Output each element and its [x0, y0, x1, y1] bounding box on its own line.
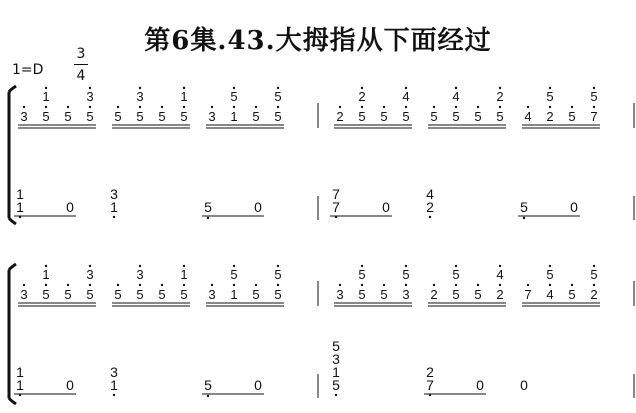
key-signature: 1=D: [12, 62, 44, 78]
bass-note: 5: [204, 199, 212, 215]
octave-dot: [499, 265, 501, 267]
bass-note: 5: [332, 338, 340, 354]
chord-note: 5: [230, 89, 238, 104]
note: 5: [42, 109, 50, 124]
note: 5: [474, 287, 482, 302]
chord-note: 5: [274, 267, 282, 282]
chord-note: 4: [402, 89, 410, 104]
octave-dot: [117, 106, 119, 108]
note: 3: [20, 109, 28, 124]
octave-dot: [549, 106, 551, 108]
note: 5: [136, 287, 144, 302]
octave-dot: [139, 106, 141, 108]
note: 5: [568, 109, 576, 124]
rest: 0: [476, 377, 484, 393]
octave-dot: [455, 87, 457, 89]
bass-note: 0: [520, 377, 528, 393]
note: 5: [380, 109, 388, 124]
octave-dot: [23, 284, 25, 286]
octave-dot: [233, 87, 235, 89]
bass-note: 4: [426, 186, 434, 202]
rest: 0: [570, 199, 578, 215]
chord-note: 1: [180, 267, 188, 282]
octave-dot: [593, 284, 595, 286]
octave-dot: [277, 106, 279, 108]
chord-note: 5: [274, 89, 282, 104]
octave-dot: [383, 284, 385, 286]
note: 5: [252, 109, 260, 124]
note: 1: [230, 109, 238, 124]
note: 5: [136, 109, 144, 124]
octave-dot: [207, 217, 209, 219]
bass-note: 1: [16, 186, 24, 202]
chord-note: 4: [452, 89, 460, 104]
chord-note: 1: [180, 89, 188, 104]
octave-dot: [339, 284, 341, 286]
note: 2: [430, 287, 438, 302]
chord-note: 5: [590, 89, 598, 104]
octave-dot: [571, 284, 573, 286]
octave-dot: [161, 284, 163, 286]
note: 5: [158, 109, 166, 124]
note: 2: [336, 109, 344, 124]
octave-dot: [23, 106, 25, 108]
octave-dot: [207, 395, 209, 397]
octave-dot: [405, 284, 407, 286]
note: 5: [64, 109, 72, 124]
note: 5: [274, 109, 282, 124]
bass-note: 1: [110, 377, 118, 393]
octave-dot: [277, 87, 279, 89]
octave-dot: [549, 87, 551, 89]
bass-note: 2: [426, 199, 434, 215]
octave-dot: [527, 106, 529, 108]
note: 4: [524, 109, 532, 124]
octave-dot: [183, 87, 185, 89]
note: 4: [546, 287, 554, 302]
note: 3: [208, 109, 216, 124]
note: 2: [590, 287, 598, 302]
note: 5: [474, 109, 482, 124]
bass-note: 3: [110, 186, 118, 202]
octave-dot: [361, 106, 363, 108]
note: 5: [86, 287, 94, 302]
time-signature-top: 3: [76, 46, 86, 62]
octave-dot: [45, 87, 47, 89]
octave-dot: [277, 265, 279, 267]
note: 2: [546, 109, 554, 124]
octave-dot: [277, 284, 279, 286]
note: 5: [180, 109, 188, 124]
chord-note: 5: [546, 267, 554, 282]
chord-note: 2: [358, 89, 366, 104]
bass-note: 2: [426, 364, 434, 380]
bass-note: 1: [332, 364, 340, 380]
octave-dot: [183, 284, 185, 286]
octave-dot: [499, 284, 501, 286]
bass-note: 7: [332, 199, 340, 215]
octave-dot: [593, 265, 595, 267]
note: 5: [180, 287, 188, 302]
note: 5: [452, 109, 460, 124]
note: 3: [20, 287, 28, 302]
bass-note: 5: [204, 377, 212, 393]
chord-note: 2: [496, 89, 504, 104]
note: 5: [114, 287, 122, 302]
octave-dot: [89, 87, 91, 89]
note: 5: [568, 287, 576, 302]
octave-dot: [113, 394, 115, 396]
system-bracket: [9, 264, 16, 404]
chord-note: 3: [136, 267, 144, 282]
rest: 0: [66, 199, 74, 215]
octave-dot: [405, 87, 407, 89]
rest: 0: [382, 199, 390, 215]
note: 5: [452, 287, 460, 302]
chord-note: 5: [546, 89, 554, 104]
note: 5: [358, 109, 366, 124]
bass-note: 7: [332, 186, 340, 202]
octave-dot: [455, 106, 457, 108]
chord-note: 3: [86, 89, 94, 104]
note: 3: [208, 287, 216, 302]
octave-dot: [361, 284, 363, 286]
time-signature-bottom: 4: [76, 68, 86, 84]
chord-note: 5: [590, 267, 598, 282]
octave-dot: [477, 284, 479, 286]
octave-dot: [211, 284, 213, 286]
rest: 0: [254, 199, 262, 215]
octave-dot: [211, 106, 213, 108]
octave-dot: [455, 265, 457, 267]
octave-dot: [549, 265, 551, 267]
note: 5: [496, 109, 504, 124]
chord-note: 5: [402, 267, 410, 282]
octave-dot: [67, 106, 69, 108]
note: 2: [496, 287, 504, 302]
bass-note: 3: [332, 351, 340, 367]
bass-note: 1: [16, 364, 24, 380]
octave-dot: [89, 284, 91, 286]
octave-dot: [89, 106, 91, 108]
octave-dot: [233, 265, 235, 267]
octave-dot: [233, 106, 235, 108]
octave-dot: [455, 284, 457, 286]
note: 5: [86, 109, 94, 124]
chord-note: 4: [496, 267, 504, 282]
octave-dot: [139, 87, 141, 89]
note: 5: [64, 287, 72, 302]
octave-dot: [383, 106, 385, 108]
bass-note: 7: [426, 377, 434, 393]
octave-dot: [549, 284, 551, 286]
note: 5: [380, 287, 388, 302]
bass-note: 1: [16, 377, 24, 393]
octave-dot: [45, 106, 47, 108]
note: 7: [590, 109, 598, 124]
chord-note: 5: [230, 267, 238, 282]
rest: 0: [66, 377, 74, 393]
octave-dot: [433, 284, 435, 286]
note: 3: [402, 287, 410, 302]
rest: 0: [254, 377, 262, 393]
octave-dot: [233, 284, 235, 286]
octave-dot: [183, 106, 185, 108]
octave-dot: [361, 265, 363, 267]
octave-dot: [527, 284, 529, 286]
octave-dot: [361, 87, 363, 89]
octave-dot: [183, 265, 185, 267]
octave-dot: [429, 216, 431, 218]
chord-note: 1: [42, 89, 50, 104]
note: 5: [430, 109, 438, 124]
octave-dot: [67, 284, 69, 286]
note: 5: [252, 287, 260, 302]
system-bracket: [9, 86, 16, 224]
octave-dot: [161, 106, 163, 108]
note: 5: [158, 287, 166, 302]
octave-dot: [45, 265, 47, 267]
octave-dot: [405, 106, 407, 108]
octave-dot: [593, 87, 595, 89]
note: 5: [42, 287, 50, 302]
note: 3: [336, 287, 344, 302]
octave-dot: [523, 217, 525, 219]
octave-dot: [433, 106, 435, 108]
note: 7: [524, 287, 532, 302]
chord-note: 3: [136, 89, 144, 104]
chord-note: 1: [42, 267, 50, 282]
octave-dot: [139, 284, 141, 286]
note: 5: [114, 109, 122, 124]
note: 5: [402, 109, 410, 124]
octave-dot: [593, 106, 595, 108]
octave-dot: [499, 87, 501, 89]
note: 5: [274, 287, 282, 302]
octave-dot: [499, 106, 501, 108]
octave-dot: [113, 216, 115, 218]
octave-dot: [255, 284, 257, 286]
octave-dot: [255, 106, 257, 108]
bass-note: 5: [332, 377, 340, 393]
page-title: 第6集.43.大拇指从下面经过: [144, 26, 492, 56]
octave-dot: [339, 106, 341, 108]
bass-note: 1: [16, 199, 24, 215]
chord-note: 3: [86, 267, 94, 282]
octave-dot: [335, 394, 337, 396]
chord-note: 5: [452, 267, 460, 282]
bass-note: 5: [520, 199, 528, 215]
octave-dot: [45, 284, 47, 286]
octave-dot: [139, 265, 141, 267]
octave-dot: [405, 265, 407, 267]
note: 5: [358, 287, 366, 302]
bass-note: 1: [110, 199, 118, 215]
note: 1: [230, 287, 238, 302]
octave-dot: [571, 106, 573, 108]
bass-note: 3: [110, 364, 118, 380]
octave-dot: [89, 265, 91, 267]
octave-dot: [117, 284, 119, 286]
chord-note: 5: [358, 267, 366, 282]
octave-dot: [477, 106, 479, 108]
